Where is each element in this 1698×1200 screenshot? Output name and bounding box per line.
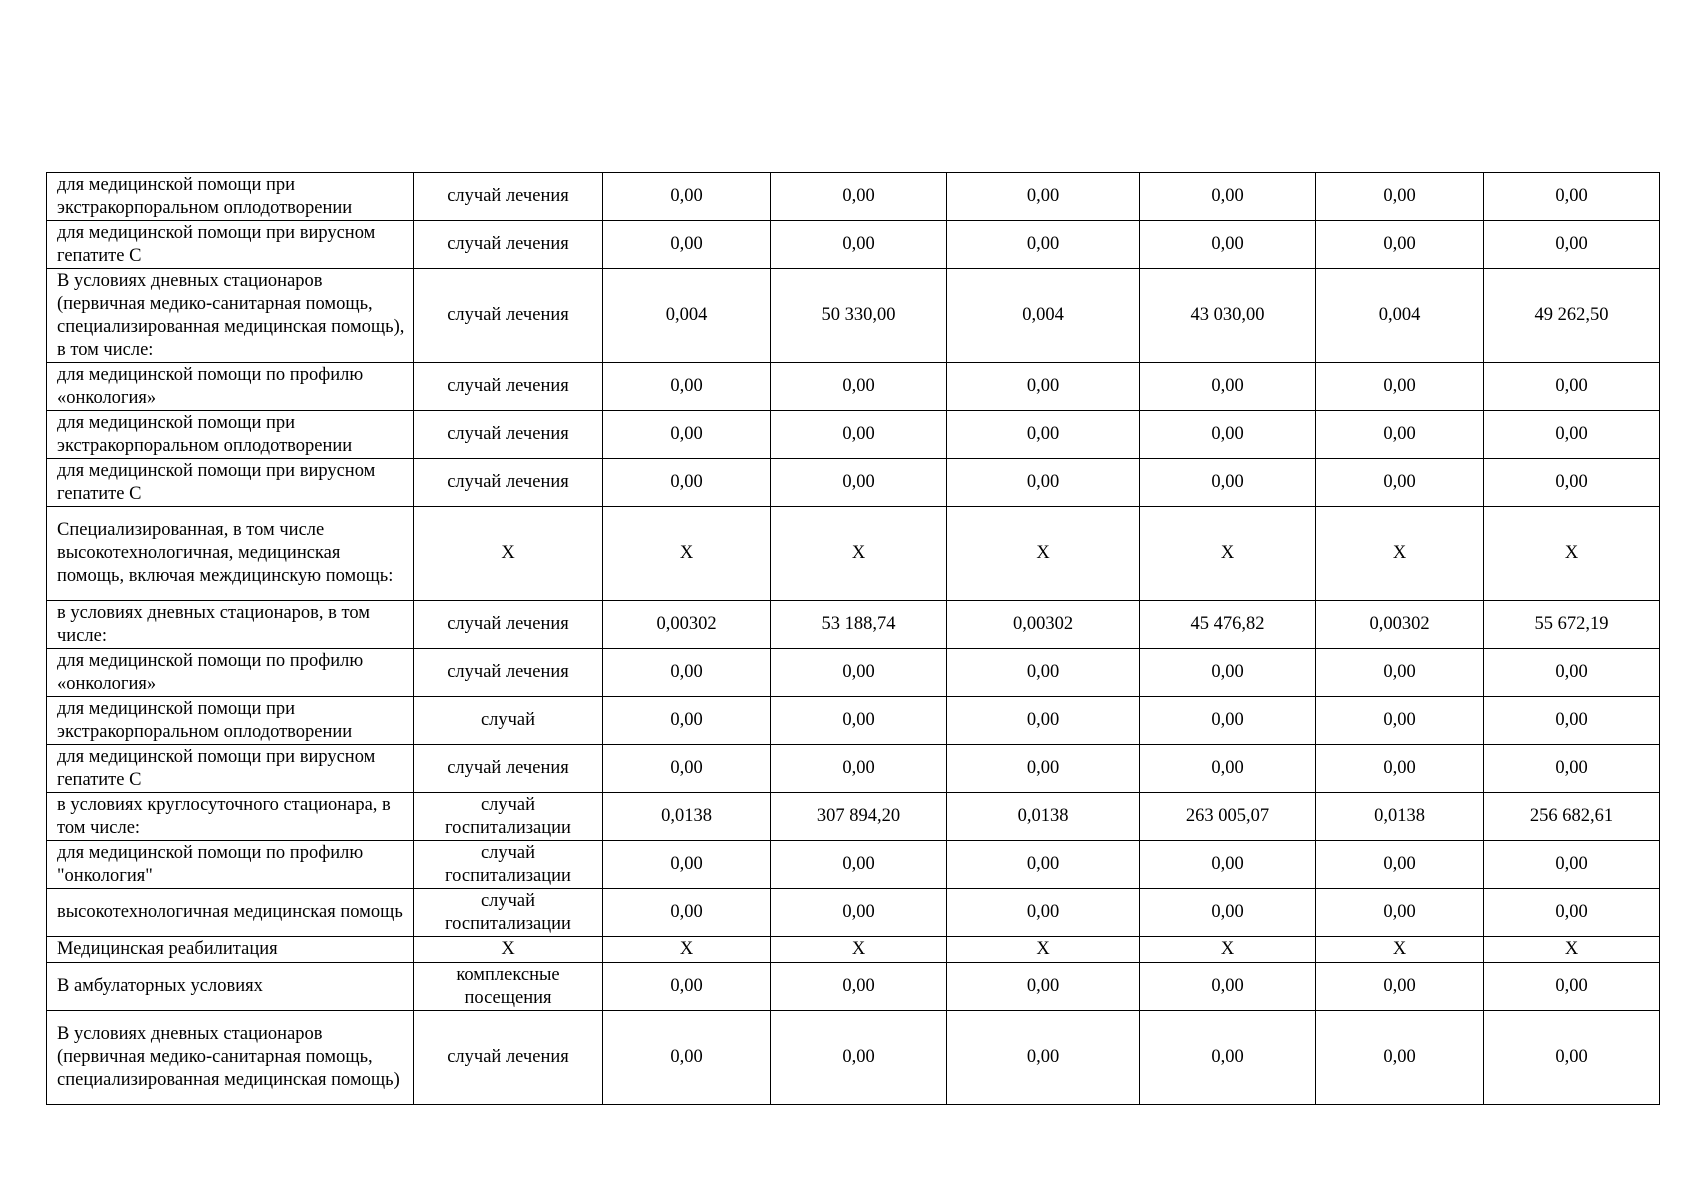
value-cell: 0,00 bbox=[947, 889, 1140, 937]
value-cell: 0,00 bbox=[1484, 963, 1660, 1011]
value-cell: 0,00 bbox=[771, 697, 947, 745]
table-row bbox=[47, 963, 1660, 1011]
value-cell: 0,00 bbox=[1484, 411, 1660, 459]
table-row bbox=[47, 937, 1660, 963]
value-cell: 0,0138 bbox=[1316, 793, 1484, 841]
unit-cell: X bbox=[414, 937, 603, 963]
value-cell: 307 894,20 bbox=[771, 793, 947, 841]
value-cell: 55 672,19 bbox=[1484, 601, 1660, 649]
row-label-cell: для медицинской помощи по профилю «онкология» bbox=[47, 649, 414, 697]
value-cell: 0,00 bbox=[947, 963, 1140, 1011]
value-cell: 0,00302 bbox=[603, 601, 771, 649]
value-cell: 0,00 bbox=[771, 363, 947, 411]
table-row bbox=[47, 459, 1660, 507]
value-cell: 0,0138 bbox=[603, 793, 771, 841]
value-cell: X bbox=[1484, 507, 1660, 601]
value-cell: 0,00 bbox=[1140, 649, 1316, 697]
value-cell: 50 330,00 bbox=[771, 269, 947, 363]
value-cell: 0,004 bbox=[603, 269, 771, 363]
value-cell: 0,00 bbox=[947, 173, 1140, 221]
value-cell: 0,00 bbox=[1484, 459, 1660, 507]
value-cell: 0,00302 bbox=[947, 601, 1140, 649]
value-cell: 0,00 bbox=[1484, 1011, 1660, 1105]
value-cell: 0,00 bbox=[1140, 963, 1316, 1011]
value-cell: 45 476,82 bbox=[1140, 601, 1316, 649]
value-cell: 0,004 bbox=[1316, 269, 1484, 363]
value-cell: 0,00 bbox=[1316, 889, 1484, 937]
unit-cell: случай лечения bbox=[414, 459, 603, 507]
row-label-cell: для медицинской помощи при вирусном гепатите С bbox=[47, 221, 414, 269]
value-cell: 0,00 bbox=[603, 363, 771, 411]
value-cell: 0,00 bbox=[1140, 745, 1316, 793]
value-cell: 0,00 bbox=[771, 841, 947, 889]
value-cell: 0,00 bbox=[1140, 173, 1316, 221]
value-cell: 0,00 bbox=[1484, 889, 1660, 937]
value-cell: 43 030,00 bbox=[1140, 269, 1316, 363]
unit-cell: случай лечения bbox=[414, 269, 603, 363]
value-cell: 0,00 bbox=[947, 459, 1140, 507]
value-cell: 0,00 bbox=[771, 459, 947, 507]
value-cell: 0,00 bbox=[1316, 363, 1484, 411]
unit-cell: случай лечения bbox=[414, 411, 603, 459]
value-cell: 0,00 bbox=[1316, 963, 1484, 1011]
table-row bbox=[47, 793, 1660, 841]
value-cell: 0,00 bbox=[603, 411, 771, 459]
row-label-cell: В условиях дневных стационаров (первичная медико-санитарная помощь, специализированная медицинская помощь), в том числе: bbox=[47, 269, 414, 363]
value-cell: 0,00 bbox=[603, 889, 771, 937]
unit-cell: случай лечения bbox=[414, 1011, 603, 1105]
value-cell: 0,00 bbox=[771, 173, 947, 221]
unit-cell: случай лечения bbox=[414, 649, 603, 697]
value-cell: 0,0138 bbox=[947, 793, 1140, 841]
value-cell: 0,00302 bbox=[1316, 601, 1484, 649]
value-cell: 0,00 bbox=[603, 963, 771, 1011]
value-cell: 0,00 bbox=[1140, 221, 1316, 269]
table-row bbox=[47, 889, 1660, 937]
unit-cell: случай лечения bbox=[414, 745, 603, 793]
table-row bbox=[47, 173, 1660, 221]
table-row bbox=[47, 649, 1660, 697]
value-cell: X bbox=[771, 507, 947, 601]
data-table bbox=[46, 172, 1660, 1105]
value-cell: 0,00 bbox=[1316, 1011, 1484, 1105]
value-cell: 0,00 bbox=[1484, 173, 1660, 221]
unit-cell: случай лечения bbox=[414, 363, 603, 411]
value-cell: 0,00 bbox=[1140, 889, 1316, 937]
value-cell: X bbox=[947, 507, 1140, 601]
unit-cell: случай лечения bbox=[414, 173, 603, 221]
row-label-cell: в условиях круглосуточного стационара, в том числе: bbox=[47, 793, 414, 841]
row-label-cell: для медицинской помощи при вирусном гепатите С bbox=[47, 459, 414, 507]
value-cell: 0,00 bbox=[1316, 221, 1484, 269]
row-label-cell: в условиях дневных стационаров, в том числе: bbox=[47, 601, 414, 649]
value-cell: 0,00 bbox=[947, 221, 1140, 269]
unit-cell: случай госпитализации bbox=[414, 841, 603, 889]
unit-cell: случай лечения bbox=[414, 221, 603, 269]
table-row bbox=[47, 697, 1660, 745]
value-cell: 0,00 bbox=[603, 173, 771, 221]
value-cell: 0,00 bbox=[771, 649, 947, 697]
table-row bbox=[47, 411, 1660, 459]
table-row bbox=[47, 745, 1660, 793]
value-cell: X bbox=[1316, 507, 1484, 601]
value-cell: 0,00 bbox=[1316, 649, 1484, 697]
row-label-cell: для медицинской помощи по профилю «онкология» bbox=[47, 363, 414, 411]
row-label-cell: В амбулаторных условиях bbox=[47, 963, 414, 1011]
value-cell: X bbox=[1316, 937, 1484, 963]
unit-cell: комплексные посещения bbox=[414, 963, 603, 1011]
value-cell: 0,00 bbox=[1484, 363, 1660, 411]
value-cell: 0,00 bbox=[947, 411, 1140, 459]
value-cell: 0,00 bbox=[1484, 221, 1660, 269]
row-label-cell: для медицинской помощи при экстракорпоральном оплодотворении bbox=[47, 411, 414, 459]
value-cell: 0,00 bbox=[771, 889, 947, 937]
value-cell: 256 682,61 bbox=[1484, 793, 1660, 841]
value-cell: 0,00 bbox=[1316, 697, 1484, 745]
value-cell: 49 262,50 bbox=[1484, 269, 1660, 363]
value-cell: 0,00 bbox=[771, 221, 947, 269]
value-cell: 0,00 bbox=[603, 1011, 771, 1105]
value-cell: 0,00 bbox=[1316, 173, 1484, 221]
value-cell: 53 188,74 bbox=[771, 601, 947, 649]
unit-cell: случай госпитализации bbox=[414, 793, 603, 841]
value-cell: 0,00 bbox=[771, 745, 947, 793]
value-cell: 0,00 bbox=[1316, 745, 1484, 793]
value-cell: 0,00 bbox=[771, 1011, 947, 1105]
value-cell: 0,00 bbox=[1140, 363, 1316, 411]
table-row bbox=[47, 363, 1660, 411]
unit-cell: случай лечения bbox=[414, 601, 603, 649]
row-label-cell: В условиях дневных стационаров (первичная медико-санитарная помощь, специализированная медицинская помощь) bbox=[47, 1011, 414, 1105]
value-cell: 0,00 bbox=[771, 963, 947, 1011]
table-row bbox=[47, 269, 1660, 363]
value-cell: 0,00 bbox=[1140, 841, 1316, 889]
value-cell: X bbox=[771, 937, 947, 963]
value-cell: 0,00 bbox=[603, 459, 771, 507]
row-label-cell: для медицинской помощи по профилю "онкология" bbox=[47, 841, 414, 889]
row-label-cell: высокотехнологичная медицинская помощь bbox=[47, 889, 414, 937]
row-label-cell: Специализированная, в том числе высокотехнологичная, медицинская помощь, включая междицинскую помощь: bbox=[47, 507, 414, 601]
value-cell: 0,00 bbox=[947, 1011, 1140, 1105]
value-cell: X bbox=[1140, 507, 1316, 601]
value-cell: 0,00 bbox=[1316, 411, 1484, 459]
table-row bbox=[47, 507, 1660, 601]
unit-cell: случай госпитализации bbox=[414, 889, 603, 937]
row-label-cell: для медицинской помощи при экстракорпоральном оплодотворении bbox=[47, 697, 414, 745]
value-cell: 0,00 bbox=[603, 745, 771, 793]
row-label-cell: для медицинской помощи при вирусном гепатите С bbox=[47, 745, 414, 793]
value-cell: 0,00 bbox=[1316, 459, 1484, 507]
value-cell: 263 005,07 bbox=[1140, 793, 1316, 841]
value-cell: 0,00 bbox=[1140, 411, 1316, 459]
value-cell: 0,00 bbox=[1316, 841, 1484, 889]
value-cell: 0,00 bbox=[1484, 697, 1660, 745]
unit-cell: случай bbox=[414, 697, 603, 745]
value-cell: 0,00 bbox=[1140, 697, 1316, 745]
table-row bbox=[47, 1011, 1660, 1105]
value-cell: X bbox=[603, 507, 771, 601]
value-cell: X bbox=[603, 937, 771, 963]
value-cell: 0,00 bbox=[947, 697, 1140, 745]
value-cell: 0,00 bbox=[1484, 649, 1660, 697]
value-cell: 0,00 bbox=[1484, 841, 1660, 889]
value-cell: X bbox=[947, 937, 1140, 963]
value-cell: 0,00 bbox=[947, 745, 1140, 793]
value-cell: 0,00 bbox=[603, 649, 771, 697]
table-row bbox=[47, 601, 1660, 649]
value-cell: 0,00 bbox=[603, 841, 771, 889]
value-cell: 0,00 bbox=[603, 697, 771, 745]
table-row bbox=[47, 221, 1660, 269]
value-cell: 0,004 bbox=[947, 269, 1140, 363]
value-cell: X bbox=[1140, 937, 1316, 963]
table-row bbox=[47, 841, 1660, 889]
value-cell: 0,00 bbox=[1140, 459, 1316, 507]
value-cell: 0,00 bbox=[1140, 1011, 1316, 1105]
value-cell: 0,00 bbox=[947, 363, 1140, 411]
table-body bbox=[47, 173, 1660, 1105]
row-label-cell: для медицинской помощи при экстракорпоральном оплодотворении bbox=[47, 173, 414, 221]
row-label-cell: Медицинская реабилитация bbox=[47, 937, 414, 963]
unit-cell: X bbox=[414, 507, 603, 601]
value-cell: 0,00 bbox=[947, 841, 1140, 889]
value-cell: 0,00 bbox=[771, 411, 947, 459]
value-cell: 0,00 bbox=[947, 649, 1140, 697]
value-cell: 0,00 bbox=[1484, 745, 1660, 793]
value-cell: X bbox=[1484, 937, 1660, 963]
value-cell: 0,00 bbox=[603, 221, 771, 269]
